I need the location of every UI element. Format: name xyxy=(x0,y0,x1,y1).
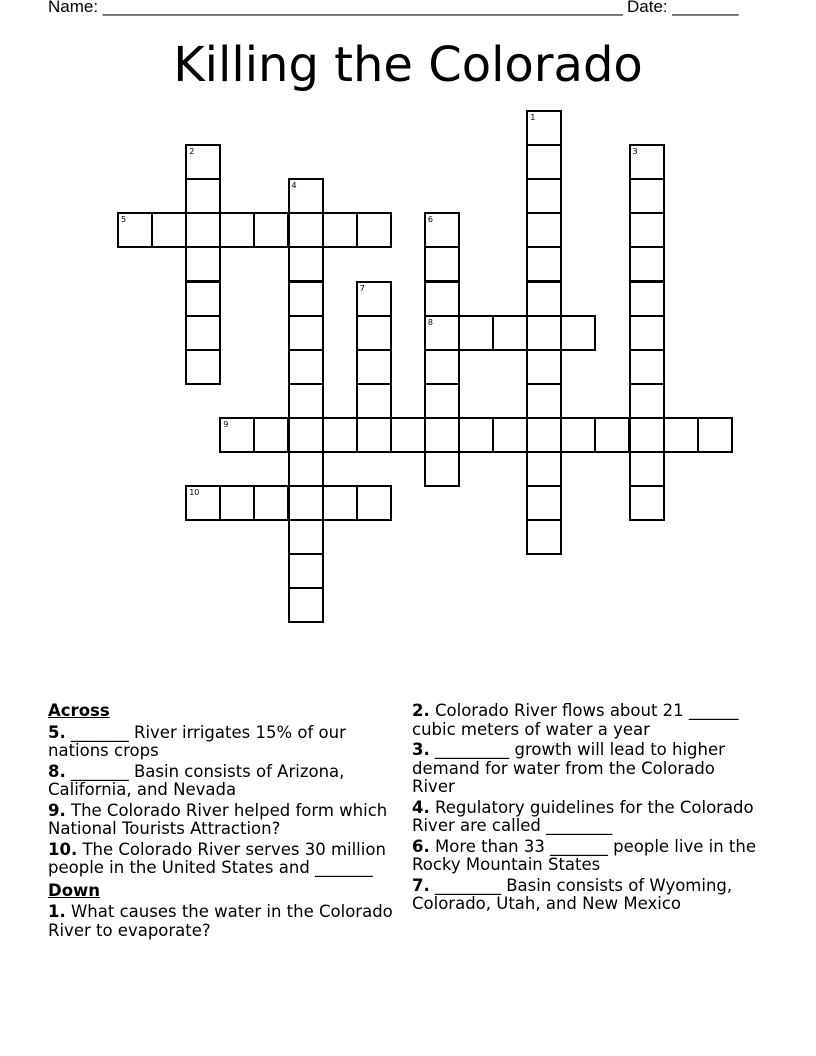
grid-cell[interactable] xyxy=(288,246,324,282)
grid-cell[interactable] xyxy=(560,417,596,453)
grid-cell[interactable] xyxy=(629,315,665,351)
clue-number: 8 xyxy=(427,317,433,327)
grid-cell[interactable] xyxy=(629,451,665,487)
grid-cell[interactable] xyxy=(185,315,221,351)
clue-number: 7 xyxy=(359,283,365,293)
grid-cell[interactable] xyxy=(390,417,426,453)
clue-item-text: _________ growth will lead to higher demand for water from the Colorado River xyxy=(412,740,725,796)
clue-number: 3 xyxy=(632,147,638,157)
clue-item-text: More than 33 _______ people live in the Rocky Mountain States xyxy=(412,836,756,874)
grid-cell[interactable] xyxy=(253,485,289,521)
grid-cell[interactable] xyxy=(185,349,221,385)
grid-cell[interactable] xyxy=(424,212,460,248)
grid-cell[interactable] xyxy=(356,349,392,385)
grid-cell[interactable] xyxy=(288,315,324,351)
clue-item-number: 6. xyxy=(412,836,430,856)
grid-cell[interactable] xyxy=(697,417,733,453)
grid-cell[interactable] xyxy=(356,281,392,317)
grid-cell[interactable] xyxy=(560,315,596,351)
grid-cell[interactable] xyxy=(424,349,460,385)
grid-cell[interactable] xyxy=(356,383,392,419)
grid-cell[interactable] xyxy=(629,212,665,248)
grid-cell[interactable] xyxy=(253,417,289,453)
grid-cell[interactable] xyxy=(322,417,358,453)
grid-cell[interactable] xyxy=(526,110,562,146)
grid-cell[interactable] xyxy=(185,485,221,521)
grid-cell[interactable] xyxy=(288,383,324,419)
grid-cell[interactable] xyxy=(253,212,289,248)
clue-item-text: _______ River irrigates 15% of our nations crops xyxy=(48,722,346,760)
grid-cell[interactable] xyxy=(288,178,324,214)
grid-cell[interactable] xyxy=(594,417,630,453)
grid-cell[interactable] xyxy=(185,144,221,180)
clue-item-text: Colorado River flows about 21 ______ cubic meters of water a year xyxy=(412,701,739,739)
clues-left-column xyxy=(48,702,400,942)
clue-item-number: 10. xyxy=(48,839,78,859)
grid-cell[interactable] xyxy=(492,315,528,351)
grid-cell[interactable] xyxy=(219,417,255,453)
clue-number: 2 xyxy=(189,147,195,157)
grid-cell[interactable] xyxy=(424,417,460,453)
grid-cell[interactable] xyxy=(526,417,562,453)
grid-cell[interactable] xyxy=(356,315,392,351)
clue-item xyxy=(48,724,400,761)
clue-item-number: 2. xyxy=(412,701,430,720)
grid-cell[interactable] xyxy=(526,281,562,317)
grid-cell[interactable] xyxy=(526,519,562,555)
clue-number: 5 xyxy=(121,215,127,225)
clue-item-text: What causes the water in the Colorado River to evaporate? xyxy=(48,902,393,940)
grid-cell[interactable] xyxy=(185,246,221,282)
across-clue-list xyxy=(48,724,400,880)
grid-cell[interactable] xyxy=(629,144,665,180)
clue-item-text: The Colorado River helped form which National Tourists Attraction? xyxy=(48,800,388,838)
grid-cell[interactable] xyxy=(322,485,358,521)
grid-cell[interactable] xyxy=(356,485,392,521)
clue-item xyxy=(48,903,400,940)
grid-cell[interactable] xyxy=(629,281,665,317)
grid-cell[interactable] xyxy=(356,212,392,248)
clue-item-number: 5. xyxy=(48,722,66,742)
clue-number: 4 xyxy=(291,181,297,191)
grid-cell[interactable] xyxy=(526,178,562,214)
grid-cell[interactable] xyxy=(629,178,665,214)
grid-cell[interactable] xyxy=(526,485,562,521)
clue-number: 6 xyxy=(427,215,433,225)
grid-cell[interactable] xyxy=(185,281,221,317)
grid-cell[interactable] xyxy=(629,349,665,385)
grid-cell[interactable] xyxy=(492,417,528,453)
clue-item-number: 1. xyxy=(48,902,66,921)
clue-item xyxy=(48,763,400,800)
clue-item xyxy=(412,877,757,914)
grid-cell[interactable] xyxy=(526,451,562,487)
grid-cell[interactable] xyxy=(288,519,324,555)
clue-item-number: 4. xyxy=(412,797,430,817)
grid-cell[interactable] xyxy=(629,417,665,453)
down-clue-list-right xyxy=(412,702,757,916)
clue-item xyxy=(412,702,757,739)
grid-cell[interactable] xyxy=(526,383,562,419)
grid-cell[interactable] xyxy=(526,212,562,248)
clue-number: 10 xyxy=(189,488,200,498)
grid-cell[interactable] xyxy=(424,383,460,419)
grid-cell[interactable] xyxy=(458,315,494,351)
grid-cell[interactable] xyxy=(526,246,562,282)
clue-item xyxy=(412,838,757,875)
grid-cell[interactable] xyxy=(219,212,255,248)
grid-cell[interactable] xyxy=(526,349,562,385)
down-heading: Down xyxy=(48,880,101,900)
grid-cell[interactable] xyxy=(288,451,324,487)
grid-cell[interactable] xyxy=(458,417,494,453)
grid-cell[interactable] xyxy=(629,485,665,521)
date-line: Date: _______ xyxy=(627,0,739,16)
clue-item-text: The Colorado River serves 30 million people in the United States and _______ xyxy=(48,839,386,877)
grid-cell[interactable] xyxy=(288,281,324,317)
name-line: Name: _______________________________________________________ xyxy=(48,0,623,16)
grid-cell[interactable] xyxy=(424,246,460,282)
page-title: Killing the Colorado xyxy=(173,37,643,93)
grid-cell[interactable] xyxy=(117,212,153,248)
grid-cell[interactable] xyxy=(185,178,221,214)
down-clue-list-left xyxy=(48,903,400,942)
grid-cell[interactable] xyxy=(356,417,392,453)
grid-cell[interactable] xyxy=(288,553,324,589)
grid-cell[interactable] xyxy=(288,587,324,623)
clue-item-number: 3. xyxy=(412,740,430,759)
clue-number: 9 xyxy=(223,419,229,429)
grid-cell[interactable] xyxy=(424,315,460,351)
clue-item-text: _______ Basin consists of Arizona, California, and Nevada xyxy=(48,761,345,799)
grid-cell[interactable] xyxy=(526,144,562,180)
grid-cell[interactable] xyxy=(629,246,665,282)
grid-cell[interactable] xyxy=(629,383,665,419)
clue-item-number: 7. xyxy=(412,875,430,895)
clue-item xyxy=(412,799,757,836)
grid-cell[interactable] xyxy=(424,451,460,487)
clue-number: 1 xyxy=(530,113,536,122)
clue-item-number: 8. xyxy=(48,761,66,781)
grid-cell[interactable] xyxy=(288,485,324,521)
grid-cell[interactable] xyxy=(526,315,562,351)
grid-cell[interactable] xyxy=(322,212,358,248)
grid-cell[interactable] xyxy=(663,417,699,453)
clue-item-number: 9. xyxy=(48,800,66,820)
clue-item xyxy=(412,741,757,797)
grid-cell[interactable] xyxy=(185,212,221,248)
grid-cell[interactable] xyxy=(424,281,460,317)
clue-item xyxy=(48,802,400,839)
clue-item xyxy=(48,841,400,878)
clue-item-text: Regulatory guidelines for the Colorado River are called ________ xyxy=(412,797,754,835)
clues-right-column xyxy=(412,702,757,916)
grid-cell[interactable] xyxy=(151,212,187,248)
grid-cell[interactable] xyxy=(288,417,324,453)
clue-item-text: ________ Basin consists of Wyoming, Colorado, Utah, and New Mexico xyxy=(412,875,733,913)
grid-cell[interactable] xyxy=(288,349,324,385)
grid-cell[interactable] xyxy=(219,485,255,521)
grid-cell[interactable] xyxy=(288,212,324,248)
across-heading: Across xyxy=(48,701,110,720)
